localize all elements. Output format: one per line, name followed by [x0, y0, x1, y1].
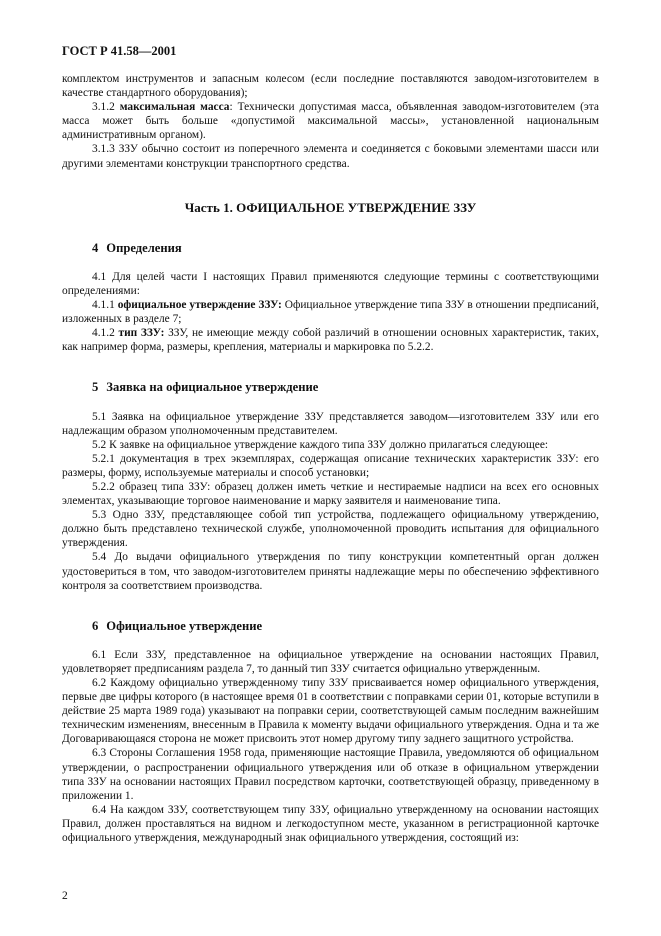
definition: : Технически допустимая масса, объявленная заводом-изготовителем (эта масса может быть больше «допустимой максимальной массы», установленной национальным административным органом). — [62, 101, 599, 142]
term: тип ЗЗУ: — [118, 327, 165, 340]
paragraph: комплектом инструментов и запасным колесом (если последние поставляются заводом-изготовителем в качестве стандартного оборудования); — [62, 73, 599, 100]
paragraph-4-1-2 — [62, 326, 599, 354]
term: максимальная масса — [119, 101, 230, 114]
clause-number: 3.1.2 — [92, 101, 115, 114]
paragraph: 6.2 Каждому официально утвержденному типу ЗЗУ присваивается номер официального утверждения, первые две цифры которого (в настоящее время 01 в соответствии с поправками серии 01, которые вступили в действие 25 марта 1989 года) указывают на поправки серии, соответствующей самым последним важнейшим техническим изменениям, внесенным в Правила к моменту выдачи официального утверждения. Одна и та же Договаривающаяся сторона не может присвоить этот номер другому типу заднего защитного устройства. — [62, 677, 599, 746]
clause-number: 4.1.1 — [92, 299, 115, 312]
paragraph: 5.2.2 образец типа ЗЗУ: образец должен иметь четкие и нестираемые надписи на всех его основных элементах, указывающие торговое наименование и марку заявителя и наименование типа. — [62, 480, 599, 508]
term: официальное утверждение ЗЗУ: — [117, 299, 282, 312]
section-number: 4 — [92, 240, 99, 255]
section-name: Официальное утверждение — [106, 618, 263, 633]
section-name: Заявка на официальное утверждение — [106, 380, 319, 395]
paragraph: 5.2 К заявке на официальное утверждение каждого типа ЗЗУ должно прилагаться следующее: — [92, 438, 549, 451]
definition: Официальное утверждение типа ЗЗУ в отношении предписаний, изложенных в разделе 7; — [62, 299, 599, 326]
document-body — [62, 72, 599, 845]
paragraph: 5.2.1 документация в трех экземплярах, содержащая описание технических характеристик ЗЗУ: его размеры, форму, используемые материалы и способ установки; — [62, 452, 599, 479]
paragraph: 5.3 Одно ЗЗУ, представляющее собой тип устройства, подлежащего официальному утверждению, должно быть представлено технической службе, уполномоченной проводить испытания для официального утверждения. — [62, 509, 599, 550]
paragraph: 6.4 На каждом ЗЗУ, соответствующем типу ЗЗУ, официально утвержденному на основании настоящих Правил, должен проставляться на видном и легкодоступном месте, указанном в регистрационной карточке официального утверждения, международный знак официального утверждения, состоящий из: — [62, 803, 599, 845]
section-title-4 — [92, 241, 599, 255]
section-number: 6 — [92, 618, 99, 633]
paragraph: 4.1 Для целей части I настоящих Правил применяются следующие термины с соответствующими определениями: — [62, 270, 599, 297]
document-header: ГОСТ Р 41.58—2001 — [62, 44, 177, 58]
paragraph-3-1-2 — [62, 100, 599, 142]
part-title: Часть 1. ОФИЦИАЛЬНОЕ УТВЕРЖДЕНИЕ ЗЗУ — [184, 199, 477, 215]
paragraph-4-1-1 — [62, 298, 599, 326]
paragraph: 5.4 До выдачи официального утверждения по типу конструкции компетентный орган должен удостовериться в том, что заводом-изготовителем приняты надлежащие меры по обеспечению эффективного контроля за соответствием производства. — [62, 551, 599, 592]
paragraph: 6.3 Стороны Соглашения 1958 года, применяющие настоящие Правила, уведомляются об официальном утверждении, о распространении официального утверждения или об отказе в официальном утверждении типа ЗЗУ на основании настоящих Правил посредством карточки, соответствующей образцу, приведенному в приложении 1. — [62, 747, 599, 802]
section-title-6 — [92, 619, 599, 633]
paragraph: 5.1 Заявка на официальное утверждение ЗЗУ представляется заводом—изготовителем ЗЗУ или его надлежащим образом уполномоченным представителем. — [62, 410, 599, 437]
section-title-5 — [92, 380, 599, 394]
section-name: Определения — [106, 240, 182, 255]
paragraph: 3.1.3 ЗЗУ обычно состоит из поперечного элемента и соединяется с боковыми элементами шасси или другими элементами конструкции транспортного средства. — [62, 143, 599, 170]
paragraph: 6.1 Если ЗЗУ, представленное на официальное утверждение на основании настоящих Правил, удовлетворяет предписаниям раздела 7, то данный тип ЗЗУ считается официально утвержденным. — [62, 648, 599, 675]
definition: ЗЗУ, не имеющие между собой различий в отношении основных характеристик, таких, как например форма, размеры, крепления, материалы и маркировка по 5.2.2. — [62, 327, 599, 354]
clause-number: 4.1.2 — [92, 327, 115, 340]
section-number: 5 — [92, 380, 99, 395]
page-number: 2 — [62, 890, 68, 902]
